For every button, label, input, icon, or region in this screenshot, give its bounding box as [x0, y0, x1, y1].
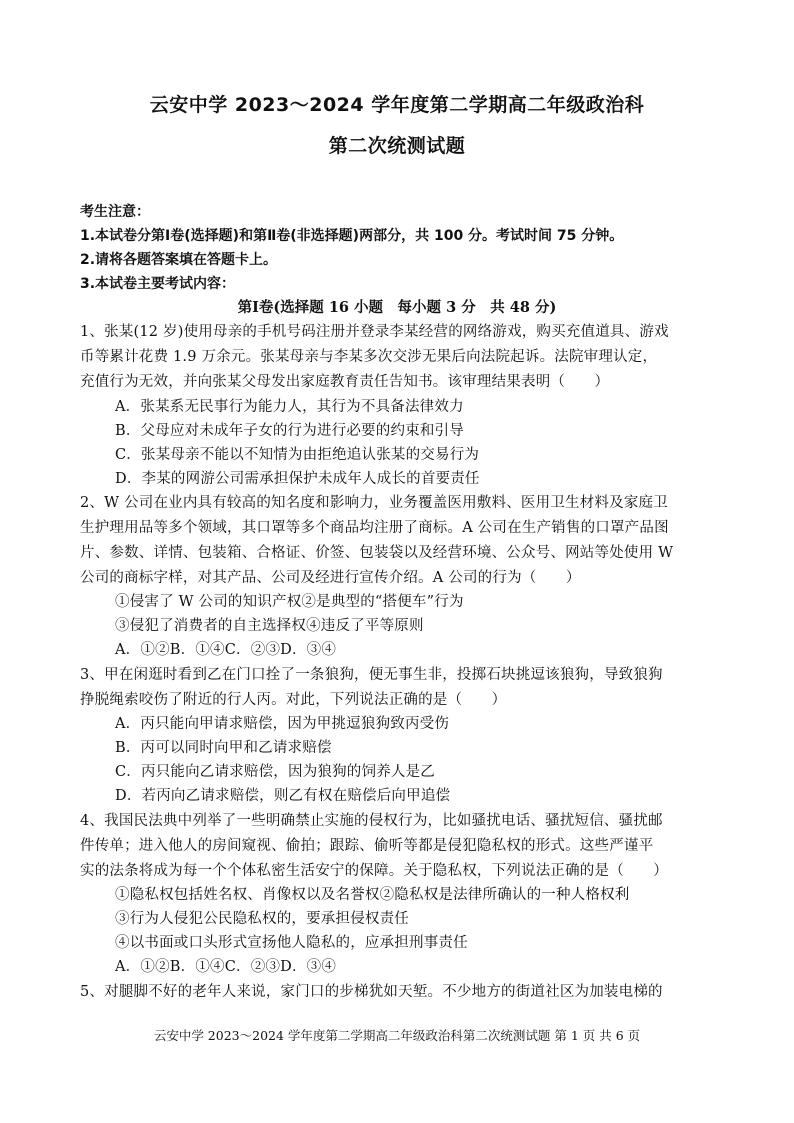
q3-option-a: A．丙只能向甲请求赔偿，因为甲挑逗狼狗致丙受伤	[115, 716, 450, 732]
q3-option-b: B．丙可以同时向甲和乙请求赔偿	[115, 740, 332, 756]
exam-title-line2: 第二次统测试题	[328, 135, 466, 157]
q4-statement-4: ④以书面或口头形式宣扬他人隐私的，应承担刑事责任	[115, 935, 468, 951]
section-heading: 第Ⅰ卷(选择题 16 小题 每小题 3 分 共 48 分)	[237, 299, 557, 316]
q1-stem-line3: 充值行为无效，并向张某父母发出家庭教育责任告知书。该审理结果表明（ ）	[80, 374, 610, 390]
q4-statement-2: ②隐私权是法律所确认的一种人格权利	[379, 887, 630, 903]
q4-statement-3: ③行为人侵犯公民隐私权的，要承担侵权责任	[115, 911, 409, 927]
q1-option-c: C．张某母亲不能以不知情为由拒绝追认张某的交易行为	[115, 447, 480, 463]
notice-item-2: 2.请将各题答案填在答题卡上。	[80, 252, 278, 268]
q2-statements-row1	[115, 590, 464, 611]
q2-options-row	[115, 638, 336, 659]
q2-statement-2: ②是典型的“搭便车”行为	[301, 594, 464, 610]
q4-options-row	[115, 955, 336, 976]
q2-option-c: C．②③	[224, 642, 281, 658]
q2-stem-line4: 公司的商标字样，对其产品、公司及经进行宣传介绍。A 公司的行为（ ）	[80, 570, 581, 586]
exam-title-line1: 云安中学 2023～2024 学年度第二学期高二年级政治科	[149, 94, 645, 116]
q4-stem-line1: 4、我国民法典中列举了一些明确禁止实施的侵权行为，比如骚扰电话、骚扰短信、骚扰邮	[80, 813, 663, 829]
q2-statements-row2	[115, 614, 424, 635]
q3-option-c: C．丙只能向乙请求赔偿，因为狼狗的饲养人是乙	[115, 764, 435, 780]
q2-stem-line3: 片、参数、详情、包装箱、合格证、价签、包装袋以及经营环境、公众号、网站等处使用 W	[80, 545, 674, 561]
q2-statement-1: ①侵害了 W 公司的知识产权	[115, 594, 302, 610]
q4-statements-row1	[115, 883, 630, 904]
q1-stem-line2: 币等累计花费 1.9 万余元。张某母亲与李某多次交涉无果后向法院起诉。法院审理认定，	[80, 349, 658, 365]
q2-statement-3: ③侵犯了消费者的自主选择权	[115, 618, 307, 634]
q3-option-d: D．若丙向乙请求赔偿，则乙有权在赔偿后向甲追偿	[115, 788, 451, 804]
q3-stem-line1: 3、甲在闲逛时看到乙在门口拴了一条狼狗，便无事生非，投掷石块挑逗该狼狗，导致狼狗	[80, 667, 663, 683]
q4-option-a: A．①②	[115, 959, 170, 975]
notice-item-1: 1.本试卷分第Ⅰ卷(选择题)和第Ⅱ卷(非选择题)两部分，共 100 分。考试时间 75 分钟。	[80, 228, 624, 244]
q1-stem-line1: 1、张某(12 岁)使用母亲的手机号码注册并登录李某经营的网络游戏，购买充值道具、游戏	[80, 324, 669, 340]
q2-statement-4: ④违反了平等原则	[306, 618, 424, 634]
q2-stem-line1: 2、W 公司在业内具有较高的知名度和影响力，业务覆盖医用敷料、医用卫生材料及家庭卫	[80, 495, 668, 511]
q4-stem-line2: 件传单；进入他人的房间窥视、偷拍；跟踪、偷听等都是侵犯隐私权的形式。这些严谨平	[80, 838, 654, 854]
q4-statement-1: ①隐私权包括姓名权、肖像权以及名誉权	[115, 887, 380, 903]
q2-stem-line2: 生护理用品等多个领域，其口罩等多个商品均注册了商标。A 公司在生产销售的口罩产品图	[80, 520, 669, 536]
q2-option-d: D．③④	[280, 642, 337, 658]
q5-stem-line1: 5、对腿脚不好的老年人来说，家门口的步梯犹如天堑。不少地方的街道社区为加装电梯的	[80, 984, 663, 1000]
q2-option-a: A．①②	[115, 642, 170, 658]
notice-item-3: 3.本试卷主要考试内容：	[80, 276, 236, 292]
q3-stem-line2: 挣脱绳索咬伤了附近的行人丙。对此，下列说法正确的是（ ）	[80, 692, 507, 708]
q4-option-b: B．①④	[169, 959, 225, 975]
notice-heading: 考生注意：	[80, 204, 150, 220]
q4-option-c: C．②③	[224, 959, 281, 975]
q1-option-d: D．李某的网游公司需承担保护未成年人成长的首要责任	[115, 471, 480, 487]
q1-option-a: A．张某系无民事行为能力人，其行为不具备法律效力	[115, 399, 464, 415]
q4-stem-line3: 实的法条将成为每一个个体私密生活安宁的保障。关于隐私权，下列说法正确的是（ ）	[80, 863, 668, 879]
q2-option-b: B．①④	[169, 642, 225, 658]
q4-option-d: D．③④	[280, 959, 337, 975]
page-footer: 云安中学 2023～2024 学年度第二学期高二年级政治科第二次统测试题 第 1 页 共 6 页	[153, 1028, 641, 1043]
q1-option-b: B．父母应对未成年子女的行为进行必要的约束和引导	[115, 423, 464, 439]
